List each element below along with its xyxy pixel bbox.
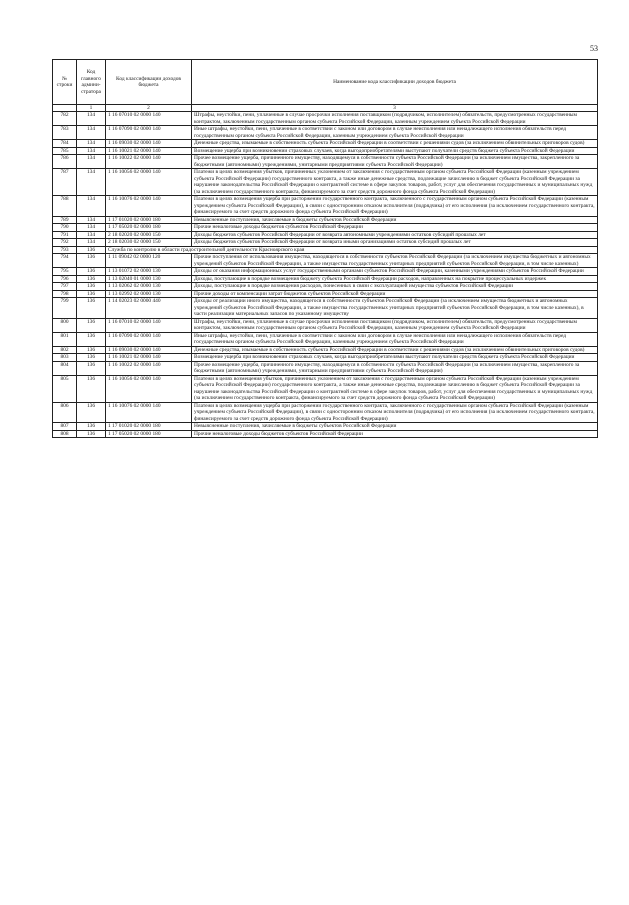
table-row — [53, 254, 598, 268]
revenue-name-cell: Иные штрафы, неустойки, пени, уплаченные в соответствии с законом или договором в случае неисполнения или ненадлежащего исполнения обязательств перед государственным органом субъекта Российской Федерации, казенным учреждением субъекта Российской Федерации — [192, 126, 598, 140]
revenue-name-cell: Прочее возмещение ущерба, причиненного имуществу, находящемуся в собственности субъекта Российской Федерации (за исключением имущества, закрепленного за бюджетными (автономными) учреждениями, унитарными предприятиями субъекта Российской Федерации) — [192, 155, 598, 169]
row-number-cell: 808 — [53, 430, 77, 438]
row-number-cell: 799 — [53, 298, 77, 319]
classification-code-cell: 1 17 05020 02 0000 180 — [106, 430, 192, 438]
row-number-cell: 801 — [53, 332, 77, 346]
classification-code-cell: 1 11 09042 02 0000 120 — [106, 254, 192, 268]
classification-code-cell: 1 16 10076 02 0000 140 — [106, 402, 192, 423]
table-row — [53, 216, 598, 224]
table-row — [53, 224, 598, 232]
column-number: 3 — [192, 105, 598, 112]
revenue-name-cell: Невыясненные поступления, зачисляемые в бюджеты субъектов Российской Федерации — [192, 423, 598, 431]
row-number-cell: 786 — [53, 155, 77, 169]
classification-code-cell: 1 16 10021 02 0000 140 — [106, 147, 192, 155]
classification-code-cell: 1 13 02040 01 0000 130 — [106, 275, 192, 283]
table-row — [53, 239, 598, 247]
classification-code-cell: 1 17 01020 02 0000 180 — [106, 423, 192, 431]
classification-code-cell: 1 16 10022 02 0000 140 — [106, 155, 192, 169]
classification-code-cell: 1 16 10021 02 0000 140 — [106, 354, 192, 362]
classification-code-cell: 1 17 05020 02 0000 180 — [106, 224, 192, 232]
table-row — [53, 140, 598, 148]
classification-code-cell: 1 13 01072 02 0000 130 — [106, 268, 192, 276]
revenue-name-cell: Денежные средства, изымаемые в собственность субъекта Российской Федерации в соответствии с решениями судов (за исключением обвинительных приговоров судов) — [192, 346, 598, 354]
admin-code-cell: 134 — [77, 231, 106, 239]
table-row — [53, 423, 598, 431]
admin-code-cell: 136 — [77, 354, 106, 362]
table-row — [53, 298, 598, 319]
table-row — [53, 346, 598, 354]
table-header-row — [53, 60, 598, 105]
revenue-name-cell: Платежи в целях возмещения ущерба при расторжении государственного контракта, заключенного с государственным органом субъекта Российской Федерации (казенным учреждением субъекта Российской Федерации), в связи с односторонним отказом исполнителя (подрядчика) от его исполнения (за исключением государственного контракта, финансируемого за счет средств дорожного фонда субъекта Российской Федерации) — [192, 402, 598, 423]
table-row — [53, 147, 598, 155]
revenue-name-cell: Прочие неналоговые доходы бюджетов субъектов Российской Федерации — [192, 224, 598, 232]
header-class-code: Код классификации доходов бюджета — [106, 60, 192, 105]
revenue-name-cell: Доходы, поступающие в порядке возмещения бюджету субъекта Российской Федерации расходов, направленных на покрытие процессуальных издержек — [192, 275, 598, 283]
admin-code-cell: 134 — [77, 155, 106, 169]
row-number-cell: 791 — [53, 231, 77, 239]
table-row — [53, 375, 598, 402]
classification-code-cell: 1 13 02992 02 0000 130 — [106, 290, 192, 298]
column-number: 1 — [77, 105, 106, 112]
classification-code-cell: 1 14 02023 02 0000 440 — [106, 298, 192, 319]
revenue-name-cell: Платежи в целях возмещения убытков, причиненных уклонением от заключения с государственным органом субъекта Российской Федерации (казенным учреждением субъекта Российской Федерации) государственного контракта, а также иные денежные средства, подлежащие зачислению в бюджет субъекта Российской Федерации за нарушение законодательства Российской Федерации о контрактной системе в сфере закупок товаров, работ, услуг для обеспечения государственных и муниципальных нужд (за исключением государственного контракта, финансируемого за счет средств дорожного фонда субъекта Российской Федерации) — [192, 375, 598, 402]
table-row — [53, 402, 598, 423]
section-title-cell: Служба по контролю в области градостроительной деятельности Красноярского края — [106, 246, 598, 254]
row-number-cell: 782 — [53, 112, 77, 126]
revenue-name-cell: Прочие доходы от компенсации затрат бюджетов субъектов Российской Федерации — [192, 290, 598, 298]
revenue-name-cell: Доходы от реализации иного имущества, находящегося в собственности субъектов Российской Федерации (за исключением имущества бюджетных и автономных учреждений субъектов Российской Федерации, а также имущества государственных унитарных предприятий субъектов Российской Федерации, в том числе казенных), в части реализации материальных запасов по указанному имуществу — [192, 298, 598, 319]
row-number-cell: 798 — [53, 290, 77, 298]
classification-code-cell: 1 16 10022 02 0000 140 — [106, 361, 192, 375]
revenue-name-cell: Доходы бюджетов субъектов Российской Федерации от возврата автономными учреждениями остатков субсидий прошлых лет — [192, 231, 598, 239]
table-row — [53, 290, 598, 298]
table-row — [53, 354, 598, 362]
revenue-name-cell: Платежи в целях возмещения ущерба при расторжении государственного контракта, заключенного с государственным органом субъекта Российской Федерации (казенным учреждением субъекта Российской Федерации), в связи с односторонним отказом исполнителя (подрядчика) от его исполнения (за исключением государственного контракта, финансируемого за счет средств дорожного фонда субъекта Российской Федерации) — [192, 196, 598, 217]
admin-code-cell: 134 — [77, 239, 106, 247]
row-number-cell: 802 — [53, 346, 77, 354]
row-number-cell: 783 — [53, 126, 77, 140]
header-row-no: № строки — [53, 60, 77, 105]
admin-code-cell: 136 — [77, 375, 106, 402]
table-row — [53, 169, 598, 196]
table-row — [53, 268, 598, 276]
admin-code-cell: 136 — [77, 275, 106, 283]
row-number-cell: 787 — [53, 169, 77, 196]
table-row — [53, 430, 598, 438]
admin-code-cell: 136 — [77, 254, 106, 268]
classification-code-cell: 1 16 07090 02 0000 140 — [106, 332, 192, 346]
classification-code-cell: 1 16 07010 02 0000 140 — [106, 318, 192, 332]
revenue-name-cell: Денежные средства, изымаемые в собственность субъекта Российской Федерации в соответствии с решениями судов (за исключением обвинительных приговоров судов) — [192, 140, 598, 148]
column-number: 2 — [106, 105, 192, 112]
table-body — [53, 112, 598, 438]
table-row — [53, 126, 598, 140]
admin-code-cell: 136 — [77, 290, 106, 298]
admin-code-cell: 134 — [77, 126, 106, 140]
table-row — [53, 283, 598, 291]
row-number-cell: 785 — [53, 147, 77, 155]
classification-code-cell: 2 18 02020 02 0000 150 — [106, 231, 192, 239]
row-number-cell: 792 — [53, 239, 77, 247]
table-row — [53, 155, 598, 169]
page-number: 53 — [590, 44, 598, 53]
row-number-cell: 807 — [53, 423, 77, 431]
admin-code-cell: 134 — [77, 140, 106, 148]
row-number-cell: 796 — [53, 275, 77, 283]
admin-code-cell: 136 — [77, 346, 106, 354]
admin-code-cell: 136 — [77, 318, 106, 332]
revenue-name-cell: Прочие поступления от использования имущества, находящегося в собственности субъектов Российской Федерации (за исключением имущества бюджетных и автономных учреждений субъектов Российской Федерации, а также имущества государственных унитарных предприятий субъектов Российской Федерации, в том числе казенных) — [192, 254, 598, 268]
header-name: Наименование кода классификации доходов бюджета — [192, 60, 598, 105]
admin-code-cell: 136 — [77, 268, 106, 276]
admin-code-cell: 134 — [77, 169, 106, 196]
revenue-name-cell: Невыясненные поступления, зачисляемые в бюджеты субъектов Российской Федерации — [192, 216, 598, 224]
admin-code-cell: 136 — [77, 430, 106, 438]
row-number-cell: 794 — [53, 254, 77, 268]
table-row — [53, 275, 598, 283]
classification-code-cell: 1 16 10076 02 0000 140 — [106, 196, 192, 217]
revenue-name-cell: Доходы, поступающие в порядке возмещения расходов, понесенных в связи с эксплуатацией имущества субъектов Российской Федерации — [192, 283, 598, 291]
revenue-name-cell: Штрафы, неустойки, пени, уплаченные в случае просрочки исполнения поставщиком (подрядчиком, исполнителем) обязательств, предусмотренных государственным контрактом, заключенным государственным органом субъекта Российской Федерации, казенным учреждением субъекта Российской Федерации — [192, 112, 598, 126]
row-number-cell: 806 — [53, 402, 77, 423]
table-row — [53, 196, 598, 217]
classification-code-cell: 1 16 10056 02 0000 140 — [106, 375, 192, 402]
admin-code-cell: 136 — [77, 402, 106, 423]
revenue-name-cell: Прочие неналоговые доходы бюджетов субъектов Российской Федерации — [192, 430, 598, 438]
classification-code-cell: 1 16 09030 02 0000 140 — [106, 346, 192, 354]
row-number-cell: 784 — [53, 140, 77, 148]
row-number-cell: 789 — [53, 216, 77, 224]
row-number-cell: 800 — [53, 318, 77, 332]
classification-code-cell: 1 13 02062 02 0000 130 — [106, 283, 192, 291]
revenue-name-cell: Штрафы, неустойки, пени, уплаченные в случае просрочки исполнения поставщиком (подрядчиком, исполнителем) обязательств, предусмотренных государственным контрактом, заключенным государственным органом субъекта Российской Федерации, казенным учреждением субъекта Российской Федерации — [192, 318, 598, 332]
classification-code-cell: 1 17 01020 02 0000 180 — [106, 216, 192, 224]
revenue-name-cell: Прочее возмещение ущерба, причиненного имуществу, находящемуся в собственности субъекта Российской Федерации (за исключением имущества, закрепленного за бюджетными (автономными) учреждениями, унитарными предприятиями субъекта Российской Федерации) — [192, 361, 598, 375]
admin-code-cell: 136 — [77, 246, 106, 254]
admin-code-cell: 136 — [77, 298, 106, 319]
revenue-name-cell: Иные штрафы, неустойки, пени, уплаченные в соответствии с законом или договором в случае неисполнения или ненадлежащего исполнения обязательств перед государственным органом субъекта Российской Федерации, казенным учреждением субъекта Российской Федерации — [192, 332, 598, 346]
admin-code-cell: 134 — [77, 147, 106, 155]
table-row — [53, 318, 598, 332]
revenue-name-cell: Платежи в целях возмещения убытков, причиненных уклонением от заключения с государственным органом субъекта Российской Федерации (казенным учреждением субъекта Российской Федерации) государственного контракта, а также иные денежные средства, подлежащие зачислению в бюджет субъекта Российской Федерации за нарушение законодательства Российской Федерации о контрактной системе в сфере закупок товаров, работ, услуг для обеспечения государственных и муниципальных нужд (за исключением государственного контракта, финансируемого за счет средств дорожного фонда субъекта Российской Федерации) — [192, 169, 598, 196]
admin-code-cell: 134 — [77, 216, 106, 224]
admin-code-cell: 136 — [77, 332, 106, 346]
header-admin-code: Код главного админи-стратора — [77, 60, 106, 105]
admin-code-cell: 134 — [77, 196, 106, 217]
classification-code-cell: 1 16 07010 02 0000 140 — [106, 112, 192, 126]
revenue-name-cell: Доходы от оказания информационных услуг государственными органами субъектов Российской Федерации, казенными учреждениями субъектов Российской Федерации — [192, 268, 598, 276]
row-number-cell: 788 — [53, 196, 77, 217]
row-number-cell: 795 — [53, 268, 77, 276]
column-number-row — [53, 105, 598, 112]
classification-code-cell: 1 16 07090 02 0000 140 — [106, 126, 192, 140]
classification-code-cell: 2 18 02030 02 0000 150 — [106, 239, 192, 247]
table-row — [53, 112, 598, 126]
classification-code-cell: 1 16 10056 02 0000 140 — [106, 169, 192, 196]
classification-code-cell: 1 16 09030 02 0000 140 — [106, 140, 192, 148]
table-row — [53, 361, 598, 375]
admin-code-cell: 136 — [77, 283, 106, 291]
table-row — [53, 332, 598, 346]
revenue-name-cell: Возмещение ущерба при возникновении страховых случаев, когда выгодоприобретателями выступают получатели средств бюджета субъекта Российской Федерации — [192, 354, 598, 362]
revenue-name-cell: Доходы бюджетов субъектов Российской Федерации от возврата иными организациями остатков субсидий прошлых лет — [192, 239, 598, 247]
admin-code-cell: 134 — [77, 224, 106, 232]
budget-revenue-table — [52, 59, 598, 438]
row-number-cell: 790 — [53, 224, 77, 232]
row-number-cell: 797 — [53, 283, 77, 291]
section-row — [53, 246, 598, 254]
table-row — [53, 231, 598, 239]
admin-code-cell: 136 — [77, 361, 106, 375]
row-number-cell: 793 — [53, 246, 77, 254]
row-number-cell: 804 — [53, 361, 77, 375]
admin-code-cell: 134 — [77, 112, 106, 126]
row-number-cell: 805 — [53, 375, 77, 402]
row-number-cell: 803 — [53, 354, 77, 362]
column-number-blank — [53, 105, 77, 112]
revenue-name-cell: Возмещение ущерба при возникновении страховых случаев, когда выгодоприобретателями выступают получатели средств бюджета субъекта Российской Федерации — [192, 147, 598, 155]
admin-code-cell: 136 — [77, 423, 106, 431]
